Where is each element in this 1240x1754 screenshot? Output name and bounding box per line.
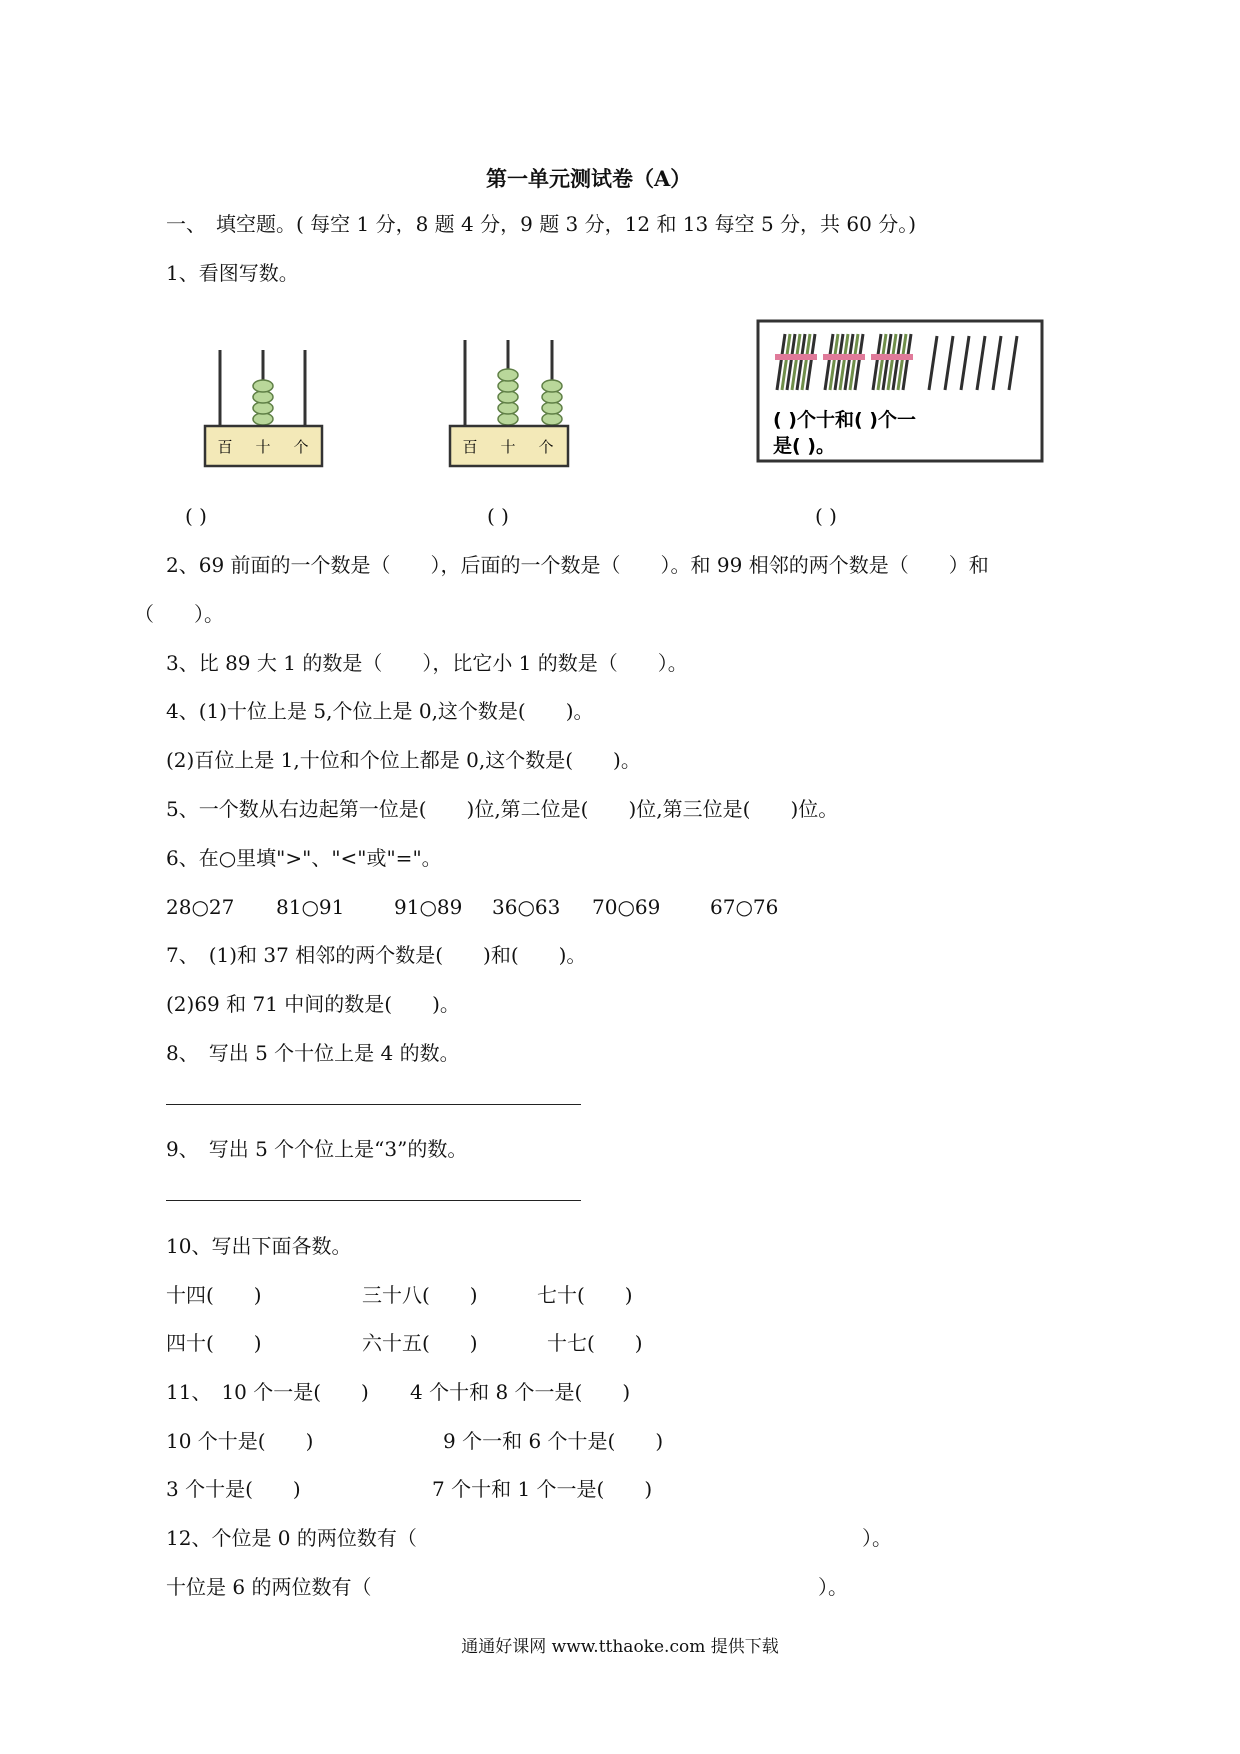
abacus-bead — [542, 402, 562, 414]
abacus-label-hundreds: 百 — [462, 438, 478, 456]
abacus-bead — [253, 380, 273, 392]
abacus-label-hundreds: 百 — [217, 438, 233, 456]
question-12-part-2: 十位是 6 的两位数有（ — [166, 1575, 372, 1599]
abacus-bead — [498, 413, 518, 425]
abacus-bead — [542, 380, 562, 392]
q11-item: 4 个十和 8 个一是( ) — [410, 1380, 631, 1404]
compare-item: 91○89 — [394, 895, 463, 919]
abacus-bead — [542, 391, 562, 403]
question-9: 9、 写出 5 个个位上是“3”的数。 — [166, 1137, 468, 1161]
abacus-label-tens: 十 — [500, 438, 516, 456]
compare-item: 81○91 — [276, 895, 345, 919]
q10-item: 四十( ) — [166, 1331, 262, 1355]
abacus-2-image — [440, 335, 580, 472]
question-4-part-2: (2)百位上是 1,十位和个位上都是 0,这个数是( )。 — [166, 748, 641, 772]
question-8: 8、 写出 5 个十位上是 4 的数。 — [166, 1041, 460, 1065]
footer: 通通好课网 www.tthaoke.com 提供下载 — [461, 1637, 779, 1657]
question-5: 5、一个数从右边起第一位是( )位,第二位是( )位,第三位是( )位。 — [166, 797, 839, 821]
q10-item: 六十五( ) — [362, 1331, 478, 1355]
answer-blank-3: ( ) — [815, 504, 837, 528]
section-heading: 一、 填空题。( 每空 1 分，8 题 4 分，9 题 3 分，12 和 13 每空 5 分，共 60 分。) — [166, 212, 917, 236]
q11-item: 10 个十是( ) — [166, 1429, 314, 1453]
answer-blank-1: ( ) — [185, 504, 207, 528]
bundle-line-1: ( )个十和( )个一 — [773, 409, 916, 431]
abacus-bead — [253, 402, 273, 414]
q11-item: 3 个十是( ) — [166, 1477, 301, 1501]
abacus-bead — [498, 380, 518, 392]
abacus-bead — [542, 413, 562, 425]
bundle-line-2: 是( )。 — [773, 435, 835, 457]
question-12-end: ）。 — [862, 1526, 892, 1550]
question-2-continued: （ ）。 — [134, 602, 224, 626]
question-7-part-1: 7、 (1)和 37 相邻的两个数是( )和( )。 — [166, 943, 587, 967]
compare-item: 67○76 — [710, 895, 779, 919]
question-12-part-2-end: ）。 — [818, 1575, 848, 1599]
stick-bundles-image — [755, 318, 1045, 466]
answer-blank-2: ( ) — [487, 504, 509, 528]
question-1: 1、看图写数。 — [166, 261, 299, 285]
question-12: 12、个位是 0 的两位数有（ — [166, 1526, 417, 1550]
question-2: 2、69 前面的一个数是（ ），后面的一个数是（ ）。和 99 相邻的两个数是（ ）和 — [166, 553, 989, 577]
q11-item: 7 个十和 1 个一是( ) — [432, 1477, 653, 1501]
answer-line-8 — [166, 1104, 581, 1105]
q10-item: 十七( ) — [547, 1331, 643, 1355]
abacus-bead — [498, 391, 518, 403]
abacus-bead — [253, 413, 273, 425]
compare-item: 36○63 — [492, 895, 561, 919]
page-title: 第一单元测试卷（A） — [486, 166, 692, 191]
question-4-part-1: 4、(1)十位上是 5,个位上是 0,这个数是( )。 — [166, 699, 594, 723]
abacus-bead — [498, 402, 518, 414]
abacus-label-ones: 个 — [293, 438, 309, 456]
compare-item: 28○27 — [166, 895, 235, 919]
q10-item: 十四( ) — [166, 1283, 262, 1307]
compare-item: 70○69 — [592, 895, 661, 919]
question-7-part-2: (2)69 和 71 中间的数是( )。 — [166, 992, 460, 1016]
question-6: 6、在○里填">"、"<"或"="。 — [166, 846, 442, 870]
abacus-bead — [253, 391, 273, 403]
question-10: 10、写出下面各数。 — [166, 1234, 352, 1258]
q11-item: 9 个一和 6 个十是( ) — [443, 1429, 664, 1453]
answer-line-9 — [166, 1200, 581, 1201]
q10-item: 七十( ) — [537, 1283, 633, 1307]
q10-item: 三十八( ) — [362, 1283, 478, 1307]
abacus-1-image — [195, 340, 335, 472]
abacus-bead — [498, 369, 518, 381]
question-11: 11、 10 个一是( ) — [166, 1380, 369, 1404]
question-3: 3、比 89 大 1 的数是（ ），比它小 1 的数是（ ）。 — [166, 651, 688, 675]
abacus-label-tens: 十 — [255, 438, 271, 456]
abacus-label-ones: 个 — [538, 438, 554, 456]
